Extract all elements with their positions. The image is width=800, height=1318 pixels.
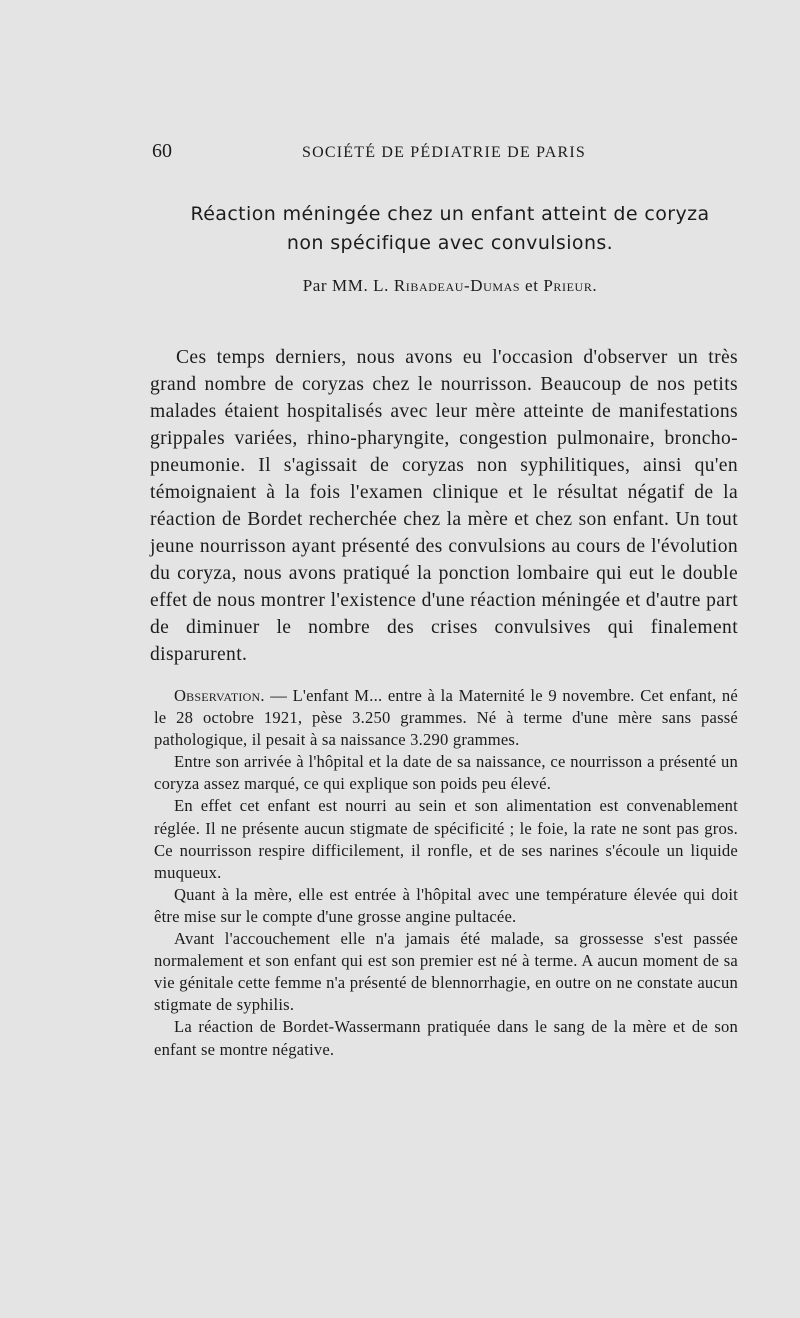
observation-paragraph-3: En effet cet enfant est nourri au sein et son alimentation est convenablement réglée. Il ne présente aucun stigmate de spécificité ; le foie, la rate ne sont pas gros. Ce nourrisson respire difficilement, il ronfle, et de ses narines s'écoule un liquide muqueux. [154, 796, 738, 882]
author-prieur: Prieur. [543, 276, 598, 295]
observation-text-1: — L'enfant M... entre à la Maternité le 9 novembre. Cet enfant, né le 28 octobre 1921, pèse 3.250 grammes. Né à terme d'une mère sans passé pathologique, il pesait à sa naissance 3.290 grammes. [154, 686, 738, 750]
observation-section [154, 685, 738, 1061]
authors-prefix: Par MM. L. [302, 276, 394, 295]
observation-label: Observation. [174, 686, 265, 705]
author-ribadeau-dumas: Ribadeau-Dumas [393, 276, 521, 295]
title-line-1: Réaction méningée chez un enfant atteint de coryza [190, 203, 710, 225]
observation-paragraph-2: Entre son arrivée à l'hôpital et la date de sa naissance, ce nourrisson a présenté un coryza assez marqué, ce qui explique son poids peu élevé. [154, 752, 738, 794]
authors-line [150, 276, 750, 296]
page-number: 60 [152, 140, 172, 162]
introduction-paragraph: Ces temps derniers, nous avons eu l'occasion d'observer un très grand nombre de coryzas chez le nourrisson. Beaucoup de nos petits malades étaient hospitalisés avec leur mère atteinte de manifestations grippales variées, rhino-pharyngite, congestion pulmonaire, broncho-pneumonie. Il s'agissait de coryzas non syphilitiques, ainsi qu'en témoignaient à la fois l'examen clinique et le résultat négatif de la réaction de Bordet recherchée chez la mère et chez son enfant. Un tout jeune nourrisson ayant présenté des convulsions au cours de l'évolution du coryza, nous avons pratiqué la ponction lombaire qui eut le double effet de nous montrer l'existence d'une réaction méningée et d'autre part de diminuer le nombre des crises convulsives qui finalement disparurent. [150, 346, 738, 665]
running-head [152, 140, 742, 168]
journal-title: SOCIÉTÉ DE PÉDIATRIE DE PARIS [302, 144, 586, 161]
observation-paragraph-4: Quant à la mère, elle est entrée à l'hôpital avec une température élevée qui doit être mise sur le compte d'une grosse angine pultacée. [154, 884, 738, 926]
article-title [150, 200, 750, 258]
authors-conjunction: et [520, 276, 544, 295]
observation-paragraph-5: Avant l'accouchement elle n'a jamais été malade, sa grossesse s'est passée normalement et son enfant qui est son premier est né à terme. A aucun moment de sa vie génitale cette femme n'a présenté de blennorrhagie, en outre on ne constate aucun stigmate de syphilis. [154, 929, 738, 1015]
observation-paragraph-1 [154, 685, 738, 751]
observation-paragraph-6: La réaction de Bordet-Wassermann pratiquée dans le sang de la mère et de son enfant se montre négative. [154, 1017, 738, 1059]
title-line-2: non spécifique avec convulsions. [286, 232, 614, 254]
